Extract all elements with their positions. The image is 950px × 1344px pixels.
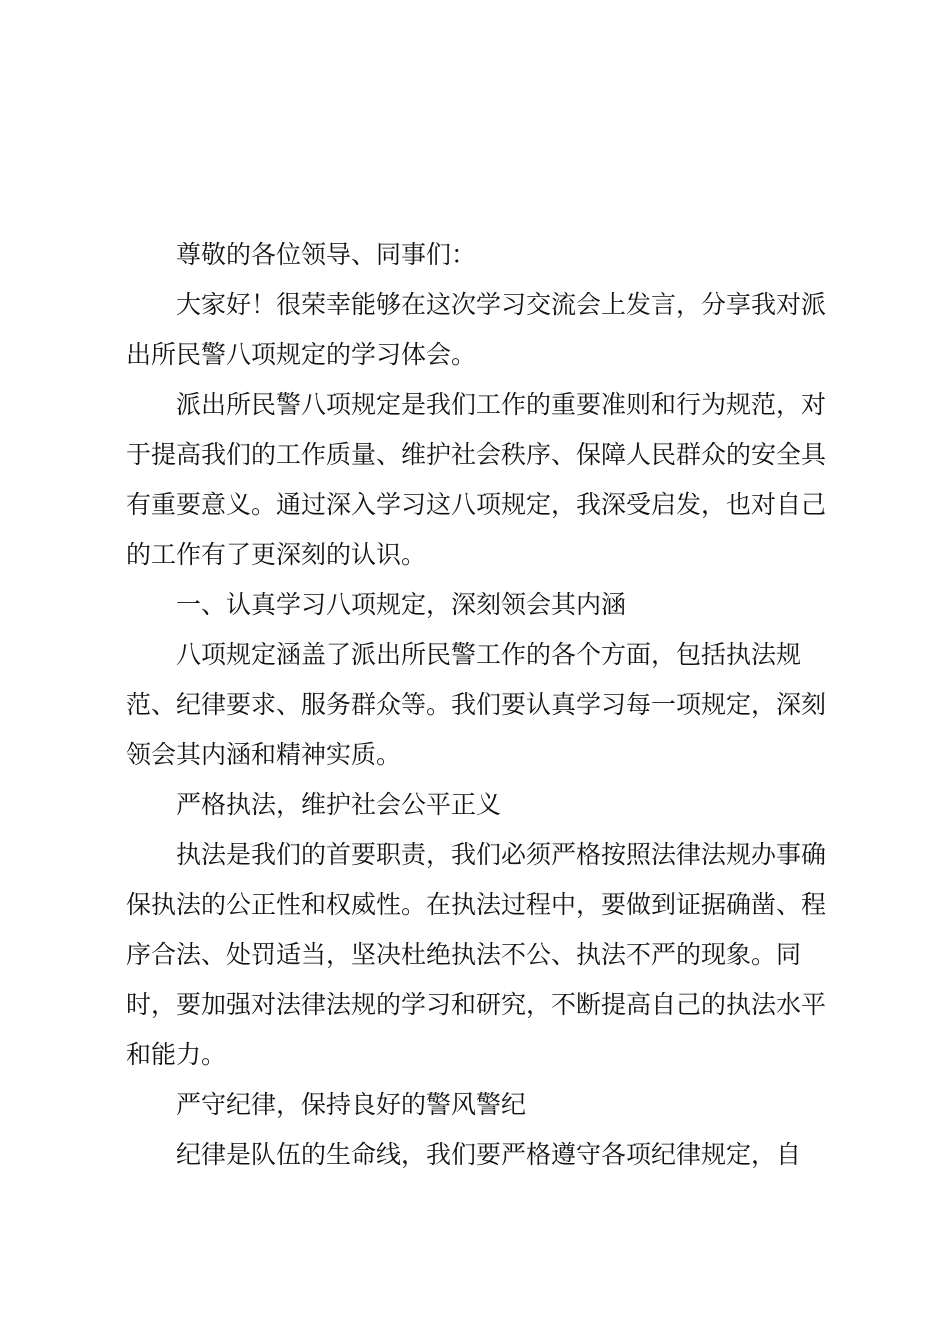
subheading-law-enforcement: 严格执法，维护社会公平正义 bbox=[176, 790, 502, 819]
salutation: 尊敬的各位领导、同事们： bbox=[176, 240, 477, 269]
discipline-paragraph: 纪律是队伍的生命线，我们要严格遵守各项纪律规定，自 bbox=[176, 1140, 802, 1169]
intro-paragraph: 派出所民警八项规定是我们工作的重要准则和行为规范，对于提高我们的工作质量、维护社会秩序、保障人民群众的安全具有重要意义。通过深入学习这八项规定，我深受启发，也对自己的工作有了更深刻的认识。 bbox=[126, 390, 827, 569]
law-enforcement-paragraph: 执法是我们的首要职责，我们必须严格按照法律法规办事确保执法的公正性和权威性。在执法过程中，要做到证据确凿、程序合法、处罚适当，坚决杜绝执法不公、执法不严的现象。同时，要加强对法律法规的学习和研究，不断提高自己的执法水平和能力。 bbox=[126, 840, 827, 1069]
subheading-discipline: 严守纪律，保持良好的警风警纪 bbox=[176, 1090, 527, 1119]
section-1-paragraph: 八项规定涵盖了派出所民警工作的各个方面，包括执法规范、纪律要求、服务群众等。我们要认真学习每一项规定，深刻领会其内涵和精神实质。 bbox=[126, 640, 827, 769]
section-heading-1: 一、认真学习八项规定，深刻领会其内涵 bbox=[176, 590, 627, 619]
opening-paragraph: 大家好！很荣幸能够在这次学习交流会上发言，分享我对派出所民警八项规定的学习体会。 bbox=[126, 290, 827, 369]
document-body bbox=[126, 230, 836, 1180]
